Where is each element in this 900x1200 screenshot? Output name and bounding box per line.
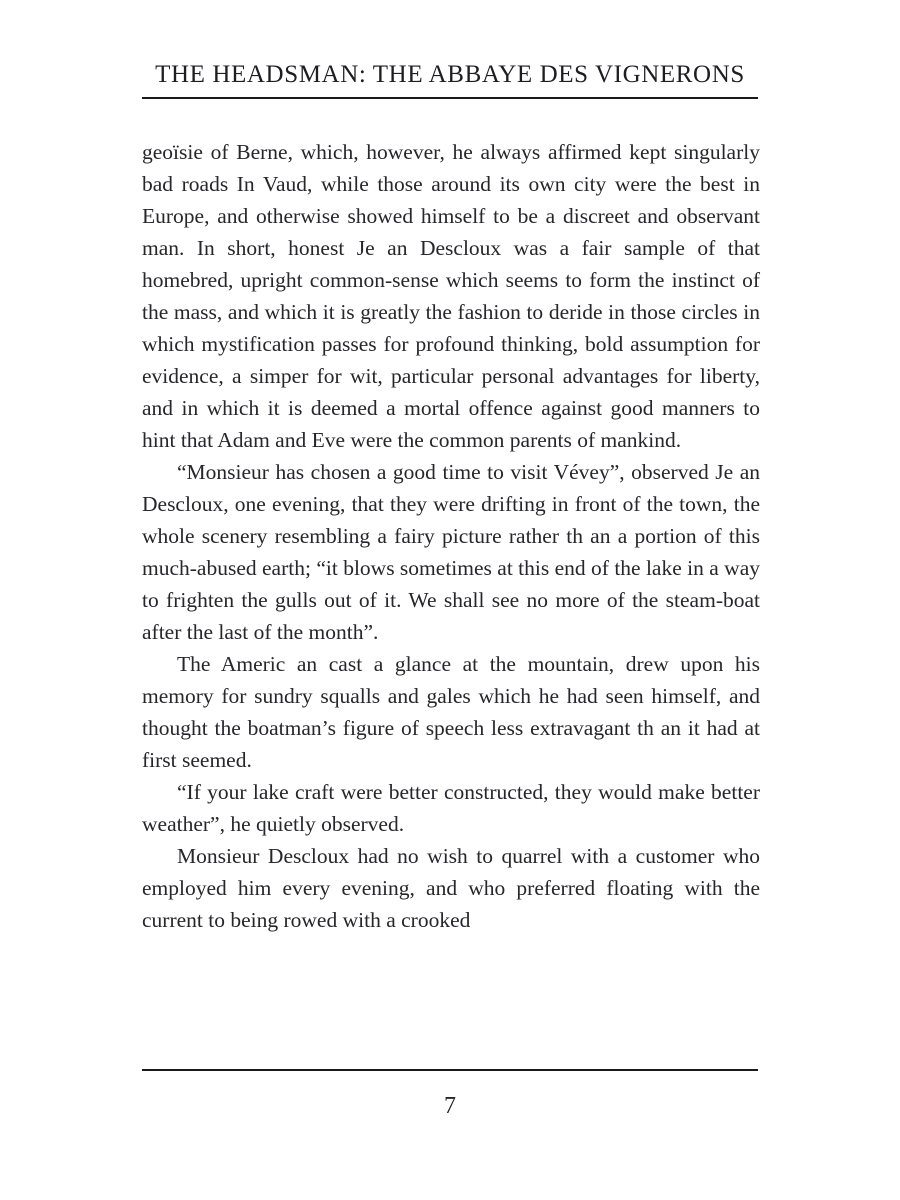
footer-rule — [142, 1068, 758, 1072]
body-paragraph: “Monsieur has chosen a good time to visit Vévey”, observed Je an Descloux, one evening, that they were drifting in front of the town, the whole scenery resembling a fairy picture rather th an a portion of this much-abused earth; “it blows sometimes at this end of the lake in a way to frighten the gulls out of it. We shall see no more of the steam-boat after the last of the month”. — [142, 460, 760, 644]
body-paragraph: The Americ an cast a glance at the mountain, drew upon his memory for sundry squalls and gales which he had seen himself, and thought the boatman’s figure of speech less extravagant th an it had at first seemed. — [142, 652, 760, 772]
body-paragraph: geoïsie of Berne, which, however, he always affirmed kept singularly bad roads In Vaud, while those around its own city were the best in Europe, and otherwise showed himself to be a discreet and observant man. In short, honest Je an Descloux was a fair sample of that homebred, upright common-sense which seems to form the instinct of the mass, and which it is greatly the fashion to deride in those circles in which mystification passes for profound thinking, bold assumption for evidence, a simper for wit, particular personal advantages for liberty, and in which it is deemed a mortal offence against good manners to hint that Adam and Eve were the common parents of mankind. — [142, 140, 760, 452]
page-number: 7 — [444, 1093, 456, 1119]
page-header — [142, 60, 758, 100]
header-rule — [142, 96, 758, 100]
page-footer — [142, 1068, 758, 1120]
body-paragraph: “If your lake craft were better constructed, they would make better weather”, he quietly observed. — [142, 780, 760, 836]
page-body — [142, 136, 760, 936]
running-head-title: THE HEADSMAN: THE ABBAYE DES VIGNERONS — [155, 61, 745, 88]
body-paragraph: Monsieur Descloux had no wish to quarrel with a customer who employed him every evening, and who preferred floating with the current to being rowed with a crooked — [142, 844, 760, 932]
